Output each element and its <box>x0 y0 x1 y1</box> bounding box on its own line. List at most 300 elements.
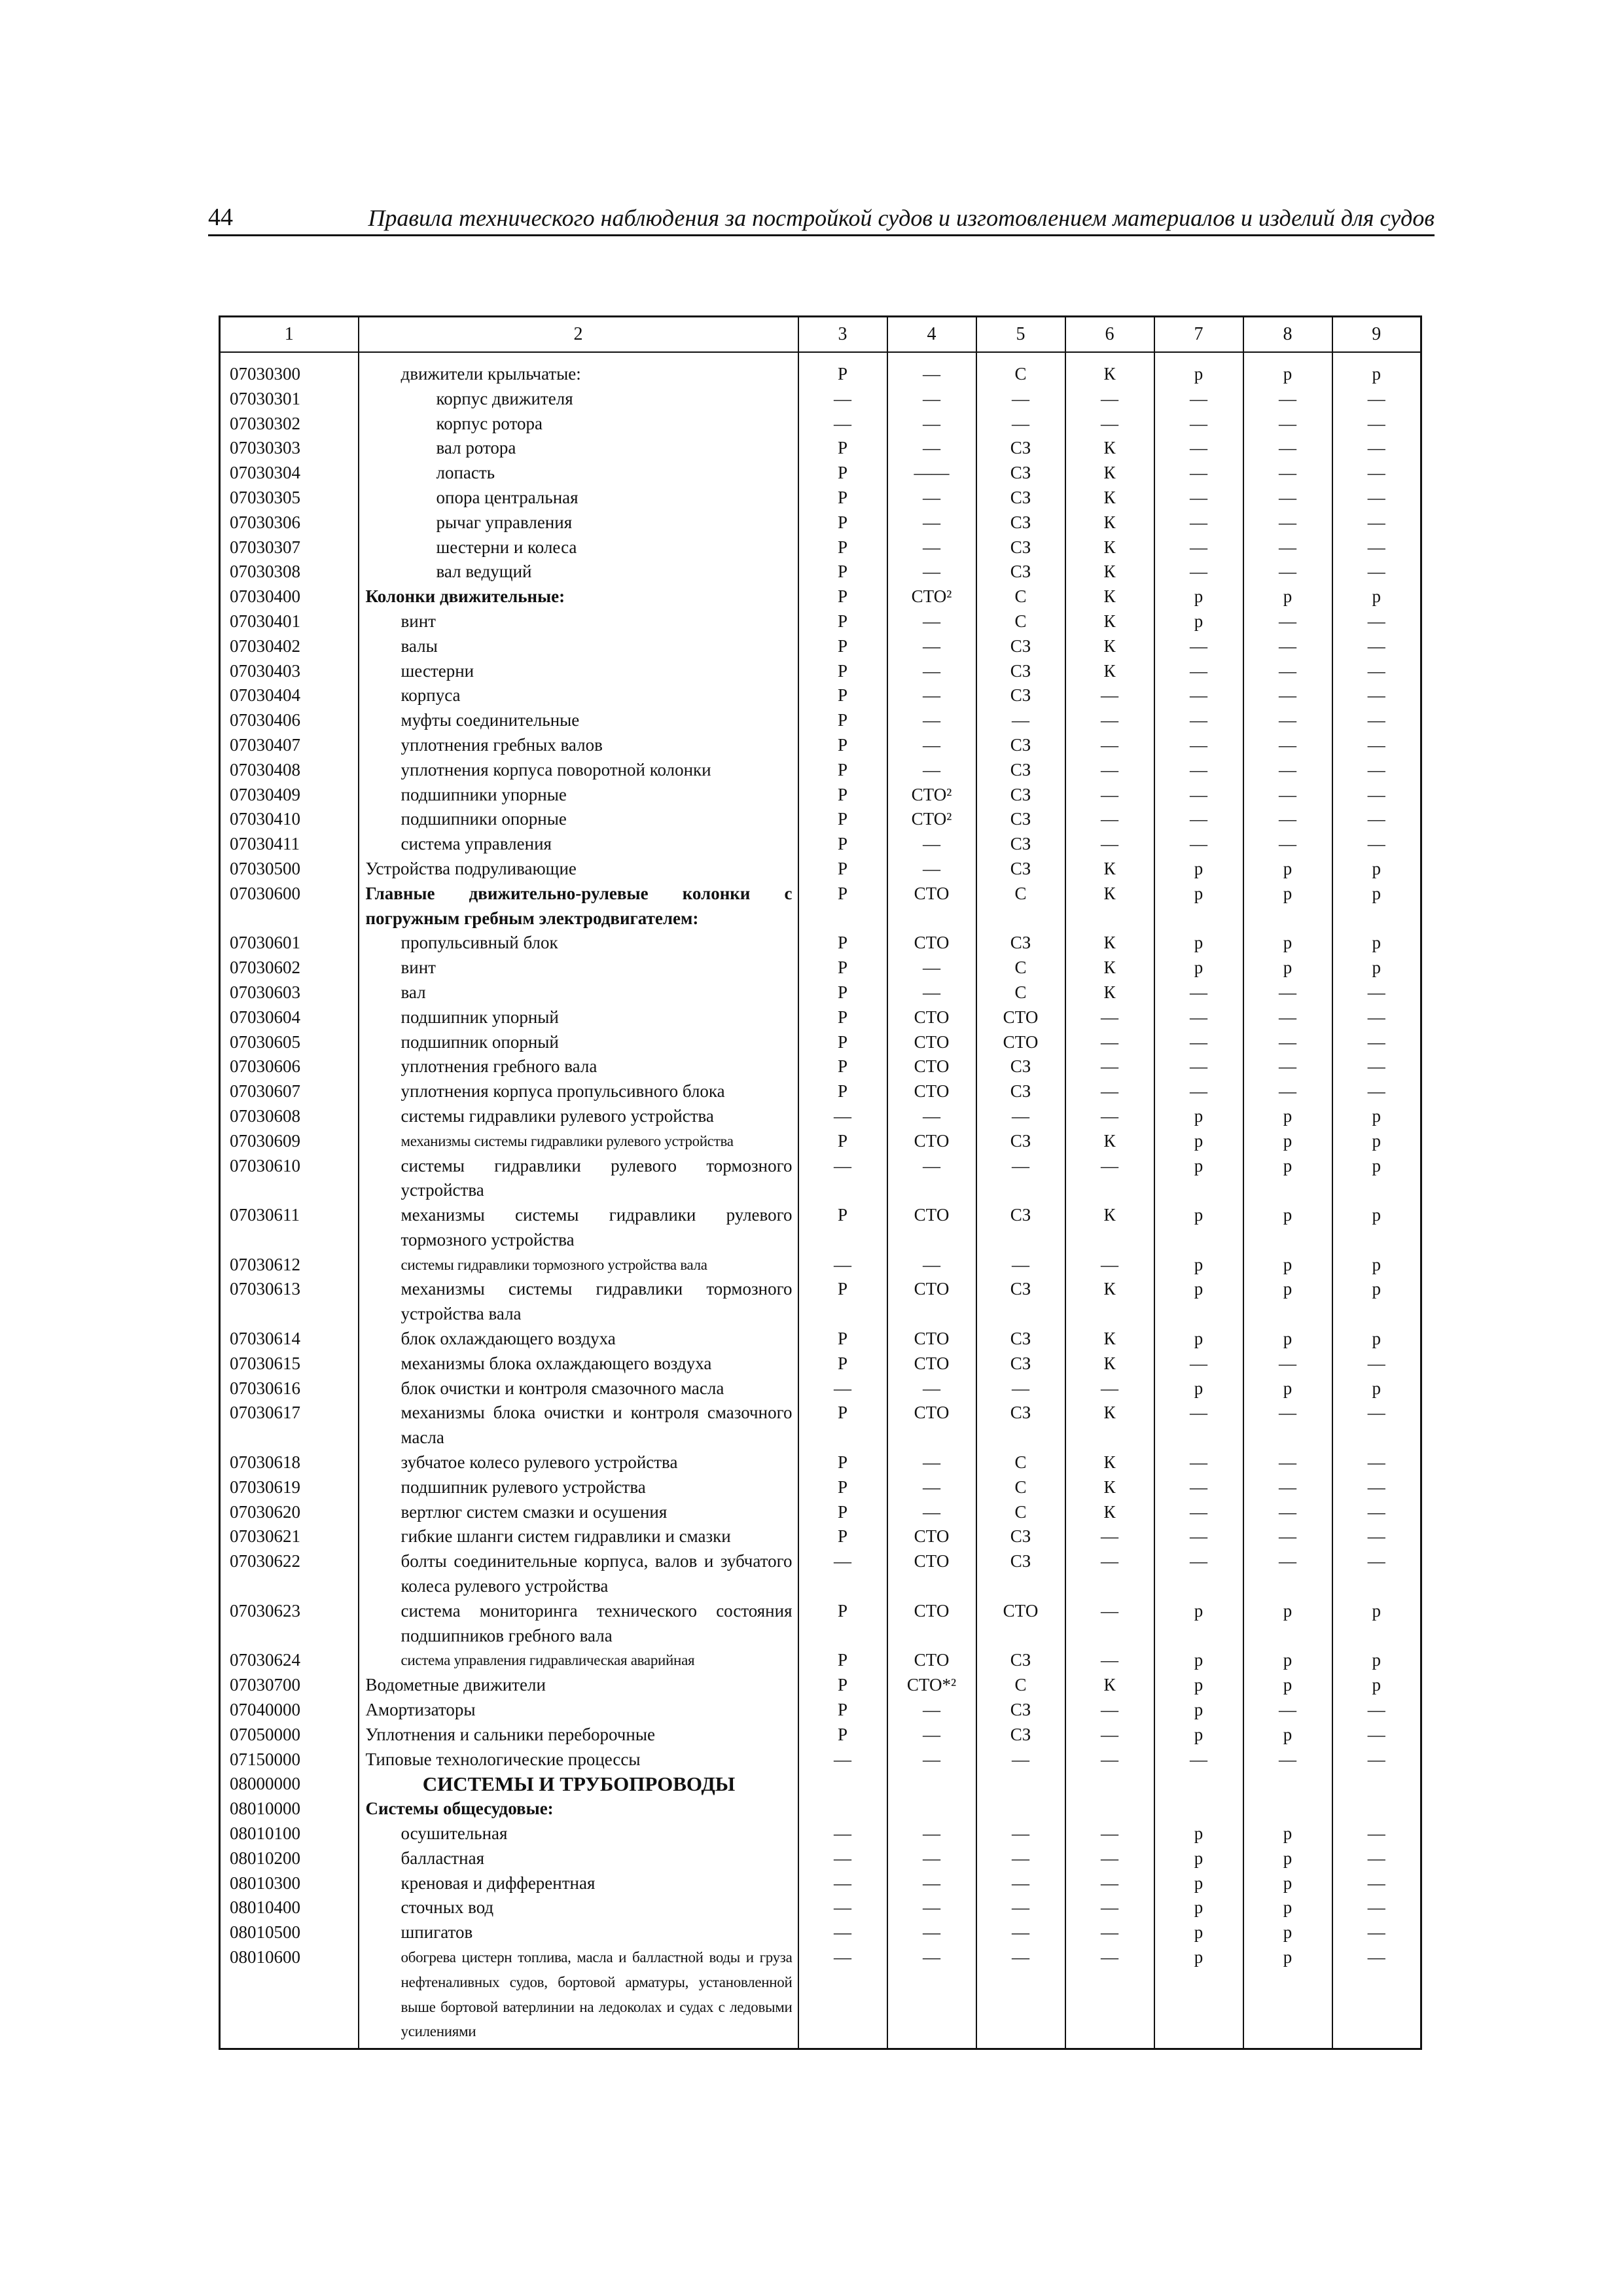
value-cell-col6: К <box>1065 486 1154 511</box>
item-code: 07150000 <box>220 1748 359 1772</box>
value-cell-col9: — <box>1332 708 1421 733</box>
value-cell-col9 <box>1332 1797 1421 1821</box>
item-name: зубчатое колесо рулевого устройства <box>359 1450 798 1475</box>
value-cell-col8: р <box>1243 1871 1332 1896</box>
value-cell-col7: р <box>1154 956 1243 980</box>
value-cell-col6: — <box>1065 412 1154 437</box>
value-cell-col6: — <box>1065 1648 1154 1673</box>
item-name: корпус ротора <box>359 412 798 437</box>
value-cell-col5: СТО <box>976 1030 1065 1055</box>
value-cell-col8: р <box>1243 1895 1332 1920</box>
page-header <box>208 200 1435 236</box>
value-cell-col5: С <box>976 1500 1065 1525</box>
table-row <box>220 1797 1421 1821</box>
item-name: Уплотнения и сальники переборочные <box>359 1723 798 1748</box>
value-cell-col9 <box>1332 1772 1421 1797</box>
value-cell-col6: К <box>1065 882 1154 931</box>
value-cell-col3: Р <box>798 1352 887 1376</box>
value-cell-col7: р <box>1154 882 1243 931</box>
column-header: 1 <box>220 317 359 353</box>
value-cell-col3: Р <box>798 857 887 882</box>
table-header-row <box>220 317 1421 353</box>
item-name: система управления гидравлическая аварийная <box>359 1648 798 1673</box>
value-cell-col5: СЗ <box>976 1327 1065 1352</box>
item-code: 07030610 <box>220 1154 359 1204</box>
value-cell-col7: — <box>1154 1500 1243 1525</box>
value-cell-col6: — <box>1065 1846 1154 1871</box>
value-cell-col5: С <box>976 882 1065 931</box>
table-row <box>220 1054 1421 1079</box>
value-cell-col3: Р <box>798 609 887 634</box>
item-code: 07030401 <box>220 609 359 634</box>
value-cell-col5: — <box>976 1154 1065 1204</box>
item-name: гибкие шланги систем гидравлики и смазки <box>359 1524 798 1549</box>
value-cell-col8: — <box>1243 560 1332 584</box>
item-code: 07050000 <box>220 1723 359 1748</box>
value-cell-col5: СЗ <box>976 1079 1065 1104</box>
value-cell-col8: — <box>1243 1005 1332 1030</box>
item-name: балластная <box>359 1846 798 1871</box>
item-name: механизмы блока охлаждающего воздуха <box>359 1352 798 1376</box>
table-row <box>220 1895 1421 1920</box>
value-cell-col6 <box>1065 1772 1154 1797</box>
value-cell-col5: СЗ <box>976 1352 1065 1376</box>
value-cell-col9: р <box>1332 1327 1421 1352</box>
value-cell-col7: — <box>1154 486 1243 511</box>
value-cell-col4: СТО <box>887 1599 976 1649</box>
item-code: 07030308 <box>220 560 359 584</box>
value-cell-col9: — <box>1332 1871 1421 1896</box>
value-cell-col4: —— <box>887 461 976 486</box>
item-code: 07030605 <box>220 1030 359 1055</box>
value-cell-col8: р <box>1243 882 1332 931</box>
item-code: 07030411 <box>220 832 359 857</box>
value-cell-col4: — <box>887 1723 976 1748</box>
value-cell-col9: — <box>1332 1005 1421 1030</box>
value-cell-col5: — <box>976 1821 1065 1846</box>
item-code: 07030402 <box>220 634 359 659</box>
value-cell-col9: р <box>1332 1129 1421 1154</box>
value-cell-col8: — <box>1243 807 1332 832</box>
table-body <box>220 352 1421 2049</box>
item-code: 07030404 <box>220 683 359 708</box>
value-cell-col3: Р <box>798 1648 887 1673</box>
column-header: 4 <box>887 317 976 353</box>
item-name: болты соединительные корпуса, валов и зубчатого колеса рулевого устройства <box>359 1549 798 1599</box>
value-cell-col9: р <box>1332 882 1421 931</box>
value-cell-col6: — <box>1065 783 1154 808</box>
value-cell-col6: — <box>1065 1871 1154 1896</box>
value-cell-col8: р <box>1243 1376 1332 1401</box>
value-cell-col3: Р <box>798 956 887 980</box>
value-cell-col3: — <box>798 1154 887 1204</box>
item-name: обогрева цистерн топлива, масла и балластной воды и груза нефтеналивных судов, бортовой арматуры, установленной выше бортовой ватерлинии на ледоколах и судах с ледовыми усилениями <box>359 1945 798 2049</box>
value-cell-col6: — <box>1065 1005 1154 1030</box>
value-cell-col6: К <box>1065 659 1154 684</box>
value-cell-col4: СТО <box>887 1054 976 1079</box>
value-cell-col9: — <box>1332 683 1421 708</box>
column-header: 2 <box>359 317 798 353</box>
value-cell-col4: — <box>887 609 976 634</box>
item-name: корпус движителя <box>359 387 798 412</box>
value-cell-col4: — <box>887 1748 976 1772</box>
value-cell-col6: К <box>1065 1673 1154 1698</box>
value-cell-col5: СЗ <box>976 634 1065 659</box>
value-cell-col3: Р <box>798 634 887 659</box>
table-row <box>220 807 1421 832</box>
item-code: 07030620 <box>220 1500 359 1525</box>
value-cell-col7: — <box>1154 461 1243 486</box>
value-cell-col5: СЗ <box>976 857 1065 882</box>
value-cell-col9: — <box>1332 1054 1421 1079</box>
item-code: 07030609 <box>220 1129 359 1154</box>
value-cell-col6: — <box>1065 1945 1154 2049</box>
value-cell-col7 <box>1154 1797 1243 1821</box>
value-cell-col7: р <box>1154 1920 1243 1945</box>
value-cell-col6: К <box>1065 1500 1154 1525</box>
item-name: движители крыльчатые: <box>359 352 798 387</box>
item-code: 07030303 <box>220 436 359 461</box>
value-cell-col9: — <box>1332 1748 1421 1772</box>
value-cell-col5: СЗ <box>976 1401 1065 1450</box>
value-cell-col3: Р <box>798 352 887 387</box>
value-cell-col4: — <box>887 1871 976 1896</box>
value-cell-col9: — <box>1332 1945 1421 2049</box>
value-cell-col6: — <box>1065 1549 1154 1599</box>
value-cell-col7: — <box>1154 634 1243 659</box>
value-cell-col3: Р <box>798 1203 887 1253</box>
value-cell-col3: Р <box>798 1277 887 1327</box>
value-cell-col4: — <box>887 683 976 708</box>
table-row <box>220 1549 1421 1599</box>
value-cell-col7: — <box>1154 980 1243 1005</box>
value-cell-col7: — <box>1154 758 1243 783</box>
value-cell-col4: — <box>887 1698 976 1723</box>
value-cell-col7: р <box>1154 609 1243 634</box>
value-cell-col6: — <box>1065 758 1154 783</box>
value-cell-col3 <box>798 1772 887 1797</box>
item-code: 07030615 <box>220 1352 359 1376</box>
value-cell-col6: — <box>1065 832 1154 857</box>
table-row <box>220 1920 1421 1945</box>
value-cell-col3: — <box>798 412 887 437</box>
value-cell-col3: — <box>798 387 887 412</box>
value-cell-col6: К <box>1065 980 1154 1005</box>
item-code: 07030602 <box>220 956 359 980</box>
value-cell-col6: — <box>1065 708 1154 733</box>
value-cell-col9: р <box>1332 931 1421 956</box>
value-cell-col3: Р <box>798 783 887 808</box>
value-cell-col9: — <box>1332 412 1421 437</box>
value-cell-col7: — <box>1154 1352 1243 1376</box>
item-code: 07030618 <box>220 1450 359 1475</box>
value-cell-col8: — <box>1243 1450 1332 1475</box>
value-cell-col7: — <box>1154 1524 1243 1549</box>
value-cell-col3: Р <box>798 708 887 733</box>
table-row <box>220 956 1421 980</box>
value-cell-col4: СТО*² <box>887 1673 976 1698</box>
value-cell-col4: СТО <box>887 1079 976 1104</box>
value-cell-col9: р <box>1332 584 1421 609</box>
table-row <box>220 1401 1421 1450</box>
value-cell-col6: К <box>1065 1450 1154 1475</box>
value-cell-col4: — <box>887 733 976 758</box>
value-cell-col3: Р <box>798 1524 887 1549</box>
value-cell-col5: СЗ <box>976 1277 1065 1327</box>
value-cell-col4: СТО <box>887 1005 976 1030</box>
item-name: Колонки движительные: <box>359 584 798 609</box>
item-code: 07030616 <box>220 1376 359 1401</box>
value-cell-col5: СЗ <box>976 733 1065 758</box>
value-cell-col3: Р <box>798 1698 887 1723</box>
value-cell-col6: — <box>1065 1748 1154 1772</box>
value-cell-col7: р <box>1154 1648 1243 1673</box>
table-row <box>220 1253 1421 1278</box>
item-name: механизмы системы гидравлики рулевого устройства <box>359 1129 798 1154</box>
table-row <box>220 1846 1421 1871</box>
value-cell-col8: р <box>1243 1203 1332 1253</box>
value-cell-col7: р <box>1154 1104 1243 1129</box>
value-cell-col5: СЗ <box>976 659 1065 684</box>
value-cell-col4: — <box>887 535 976 560</box>
value-cell-col4: — <box>887 511 976 535</box>
value-cell-col7: р <box>1154 1871 1243 1896</box>
value-cell-col4 <box>887 1797 976 1821</box>
value-cell-col8: р <box>1243 1327 1332 1352</box>
value-cell-col6: — <box>1065 1054 1154 1079</box>
value-cell-col5: — <box>976 1104 1065 1129</box>
value-cell-col4: СТО <box>887 1030 976 1055</box>
value-cell-col9: — <box>1332 758 1421 783</box>
value-cell-col5: — <box>976 1945 1065 2049</box>
value-cell-col9: — <box>1332 461 1421 486</box>
value-cell-col4: СТО <box>887 931 976 956</box>
value-cell-col9: р <box>1332 1376 1421 1401</box>
value-cell-col7: — <box>1154 807 1243 832</box>
value-cell-col7: — <box>1154 1054 1243 1079</box>
table-row <box>220 1748 1421 1772</box>
item-code: 08010300 <box>220 1871 359 1896</box>
value-cell-col8: р <box>1243 1920 1332 1945</box>
item-name: механизмы блока очистки и контроля смазочного масла <box>359 1401 798 1450</box>
value-cell-col4: — <box>887 857 976 882</box>
value-cell-col9: — <box>1332 1821 1421 1846</box>
value-cell-col6: К <box>1065 1203 1154 1253</box>
value-cell-col9: р <box>1332 1203 1421 1253</box>
value-cell-col5: СЗ <box>976 783 1065 808</box>
item-code: 07040000 <box>220 1698 359 1723</box>
value-cell-col7: — <box>1154 1748 1243 1772</box>
table-row <box>220 1599 1421 1649</box>
value-cell-col9: р <box>1332 857 1421 882</box>
value-cell-col9: р <box>1332 1104 1421 1129</box>
table-row <box>220 758 1421 783</box>
value-cell-col5: С <box>976 584 1065 609</box>
item-name: Устройства подруливающие <box>359 857 798 882</box>
item-code: 07030621 <box>220 1524 359 1549</box>
value-cell-col3: Р <box>798 560 887 584</box>
item-name: системы гидравлики рулевого устройства <box>359 1104 798 1129</box>
table-row <box>220 1772 1421 1797</box>
value-cell-col4: — <box>887 956 976 980</box>
value-cell-col7: р <box>1154 352 1243 387</box>
value-cell-col8: р <box>1243 1129 1332 1154</box>
value-cell-col6: — <box>1065 1030 1154 1055</box>
value-cell-col3: — <box>798 1376 887 1401</box>
table-row <box>220 708 1421 733</box>
value-cell-col4: — <box>887 1376 976 1401</box>
item-code: 07030407 <box>220 733 359 758</box>
column-header: 7 <box>1154 317 1243 353</box>
value-cell-col9: — <box>1332 733 1421 758</box>
value-cell-col9: — <box>1332 1500 1421 1525</box>
value-cell-col7: р <box>1154 1154 1243 1204</box>
item-code: 07030614 <box>220 1327 359 1352</box>
value-cell-col8: — <box>1243 980 1332 1005</box>
value-cell-col7: — <box>1154 832 1243 857</box>
table-row <box>220 1129 1421 1154</box>
value-cell-col3: — <box>798 1104 887 1129</box>
table-row <box>220 560 1421 584</box>
value-cell-col3: Р <box>798 535 887 560</box>
value-cell-col3: Р <box>798 584 887 609</box>
value-cell-col6: К <box>1065 560 1154 584</box>
item-name: Главные движительно-рулевые колонки с погружным гребным электродвигателем: <box>359 882 798 931</box>
value-cell-col9: — <box>1332 436 1421 461</box>
value-cell-col3: Р <box>798 931 887 956</box>
value-cell-col3 <box>798 1797 887 1821</box>
value-cell-col8: — <box>1243 708 1332 733</box>
value-cell-col9: — <box>1332 1723 1421 1748</box>
value-cell-col8: — <box>1243 1079 1332 1104</box>
value-cell-col3: — <box>798 1549 887 1599</box>
value-cell-col5: — <box>976 1748 1065 1772</box>
table-row <box>220 1945 1421 2049</box>
value-cell-col4: — <box>887 436 976 461</box>
column-header: 6 <box>1065 317 1154 353</box>
column-header: 9 <box>1332 317 1421 353</box>
value-cell-col9: — <box>1332 1895 1421 1920</box>
value-cell-col8: р <box>1243 1945 1332 2049</box>
value-cell-col5: СЗ <box>976 436 1065 461</box>
item-code: 07030306 <box>220 511 359 535</box>
table-row <box>220 1673 1421 1698</box>
table-row <box>220 1376 1421 1401</box>
value-cell-col5: С <box>976 352 1065 387</box>
running-title: Правила технического наблюдения за постройкой судов и изготовлением материалов и изделий для судов <box>368 205 1435 231</box>
item-name: валы <box>359 634 798 659</box>
item-name: подшипники упорные <box>359 783 798 808</box>
value-cell-col5: СЗ <box>976 1203 1065 1253</box>
item-code: 07030601 <box>220 931 359 956</box>
value-cell-col7: — <box>1154 1079 1243 1104</box>
item-name: корпуса <box>359 683 798 708</box>
value-cell-col6: К <box>1065 931 1154 956</box>
value-cell-col9: — <box>1332 1450 1421 1475</box>
value-cell-col8: р <box>1243 1277 1332 1327</box>
value-cell-col7: р <box>1154 1723 1243 1748</box>
value-cell-col9: — <box>1332 634 1421 659</box>
value-cell-col7: р <box>1154 1376 1243 1401</box>
value-cell-col6: К <box>1065 1129 1154 1154</box>
item-name: вал ротора <box>359 436 798 461</box>
value-cell-col6: — <box>1065 1253 1154 1278</box>
value-cell-col7: р <box>1154 1203 1243 1253</box>
value-cell-col7: р <box>1154 1673 1243 1698</box>
value-cell-col3: — <box>798 1871 887 1896</box>
item-name: блок охлаждающего воздуха <box>359 1327 798 1352</box>
value-cell-col5: СТО <box>976 1005 1065 1030</box>
value-cell-col5: СТО <box>976 1599 1065 1649</box>
value-cell-col7: — <box>1154 436 1243 461</box>
value-cell-col6: — <box>1065 1079 1154 1104</box>
value-cell-col7: р <box>1154 1327 1243 1352</box>
item-name: пропульсивный блок <box>359 931 798 956</box>
value-cell-col4: — <box>887 832 976 857</box>
value-cell-col9: р <box>1332 352 1421 387</box>
item-code: 07030307 <box>220 535 359 560</box>
item-code: 08000000 <box>220 1772 359 1797</box>
value-cell-col4: СТО <box>887 1401 976 1450</box>
value-cell-col4: СТО <box>887 1524 976 1549</box>
value-cell-col9: — <box>1332 1475 1421 1500</box>
value-cell-col4: — <box>887 1450 976 1475</box>
classification-table <box>219 315 1422 2050</box>
value-cell-col7: — <box>1154 683 1243 708</box>
value-cell-col5: — <box>976 387 1065 412</box>
value-cell-col3: Р <box>798 758 887 783</box>
value-cell-col3: — <box>798 1945 887 2049</box>
item-name: лопасть <box>359 461 798 486</box>
item-name: винт <box>359 609 798 634</box>
value-cell-col8: — <box>1243 412 1332 437</box>
value-cell-col8 <box>1243 1772 1332 1797</box>
item-code: 07030624 <box>220 1648 359 1673</box>
value-cell-col8: р <box>1243 956 1332 980</box>
item-name: шестерни и колеса <box>359 535 798 560</box>
item-code: 07030613 <box>220 1277 359 1327</box>
value-cell-col8: — <box>1243 486 1332 511</box>
value-cell-col6: — <box>1065 1821 1154 1846</box>
value-cell-col9: — <box>1332 1920 1421 1945</box>
value-cell-col3: Р <box>798 1475 887 1500</box>
value-cell-col7: — <box>1154 511 1243 535</box>
value-cell-col3: Р <box>798 1673 887 1698</box>
value-cell-col8: — <box>1243 1401 1332 1450</box>
table-row <box>220 832 1421 857</box>
value-cell-col9: — <box>1332 1524 1421 1549</box>
item-name: подшипник упорный <box>359 1005 798 1030</box>
value-cell-col9: — <box>1332 560 1421 584</box>
value-cell-col9: — <box>1332 1698 1421 1723</box>
value-cell-col4: — <box>887 758 976 783</box>
item-code: 07030622 <box>220 1549 359 1599</box>
item-code: 07030302 <box>220 412 359 437</box>
value-cell-col3: Р <box>798 461 887 486</box>
value-cell-col7: — <box>1154 1005 1243 1030</box>
value-cell-col3: Р <box>798 1599 887 1649</box>
value-cell-col5 <box>976 1797 1065 1821</box>
item-code: 08010500 <box>220 1920 359 1945</box>
table-row <box>220 412 1421 437</box>
item-code: 07030612 <box>220 1253 359 1278</box>
table-row <box>220 584 1421 609</box>
table-row <box>220 1154 1421 1204</box>
item-code: 08010200 <box>220 1846 359 1871</box>
value-cell-col4: — <box>887 1945 976 2049</box>
value-cell-col4: — <box>887 708 976 733</box>
item-code: 07030410 <box>220 807 359 832</box>
